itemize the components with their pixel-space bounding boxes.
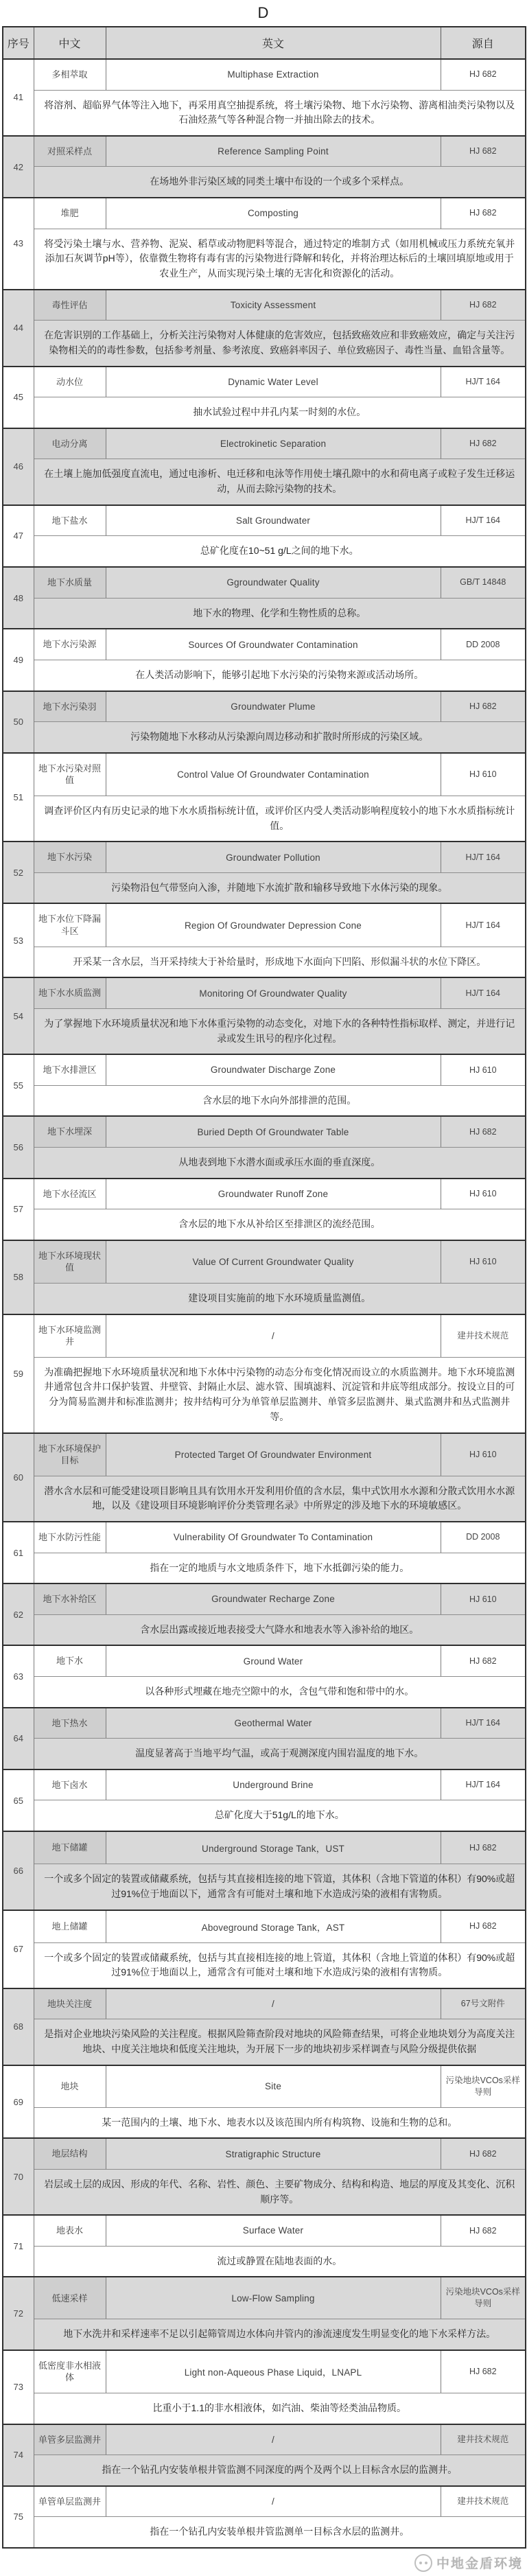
term-source-cell: HJ 682 [441, 2350, 526, 2393]
description-cell: 建设项目实施前的地下水环境质量监测值。 [34, 1283, 526, 1314]
entry-number-cell: 48 [3, 567, 34, 629]
term-english-cell: Low-Flow Sampling [106, 2277, 441, 2319]
entry-number-cell: 51 [3, 753, 34, 842]
entry-description-row [3, 2393, 526, 2424]
description-cell: 开采某一含水层，当开采持续大于补给量时，形成地下水面向下凹陷、形似漏斗状的水位下降区。 [34, 947, 526, 977]
entry-term-row [3, 2065, 526, 2107]
term-chinese-cell: 地下水环境监测井 [34, 1314, 106, 1358]
term-source-cell: DD 2008 [441, 629, 526, 660]
term-chinese-cell: 地下盐水 [34, 505, 106, 536]
entry-number-cell: 65 [3, 1769, 34, 1831]
entry-number-cell: 56 [3, 1116, 34, 1178]
description-cell: 抽水试验过程中井孔内某一时刻的水位。 [34, 397, 526, 428]
description-cell: 以各种形式埋藏在地壳空隙中的水，含包气带和饱和带中的水。 [34, 1677, 526, 1708]
term-source-cell: HJ 610 [441, 1240, 526, 1284]
entry-term-row [3, 2350, 526, 2393]
entry-term-row [3, 198, 526, 229]
term-english-cell: / [106, 1314, 441, 1358]
entry-number-cell: 42 [3, 136, 34, 198]
term-chinese-cell: 地下水径流区 [34, 1179, 106, 1209]
entry-description-row [3, 1357, 526, 1432]
entry-description-row [3, 321, 526, 367]
description-cell: 为了掌握地下水环境质量状况和地下水体重污染物的动态变化，对地下水的各种特性指标取样、测定，并进行记录或发生讯号的程序化过程。 [34, 1008, 526, 1054]
table-header-row [3, 27, 526, 59]
entry-term-row [3, 1583, 526, 1614]
description-cell: 污染物沿包气带竖向入渗，并随地下水流扩散和输移导致地下水体污染的现象。 [34, 872, 526, 903]
term-source-cell: HJ 682 [441, 691, 526, 722]
term-source-cell: HJ/T 164 [441, 367, 526, 397]
entry-term-row [3, 1433, 526, 1476]
entry-description-row [3, 2517, 526, 2548]
entry-term-row [3, 1314, 526, 1358]
term-source-cell: HJ 610 [441, 1433, 526, 1476]
term-chinese-cell: 低密度非水相液体 [34, 2350, 106, 2393]
term-english-cell: Region Of Groundwater Depression Cone [106, 903, 441, 947]
term-chinese-cell: 地下水补给区 [34, 1583, 106, 1614]
description-cell: 含水层的地下水从补给区至排泄区的流经范围。 [34, 1209, 526, 1240]
entry-term-row [3, 428, 526, 459]
description-cell: 温度显著高于当地平均气温，或高于观测深度内围岩温度的地下水。 [34, 1739, 526, 1769]
term-source-cell: HJ 682 [441, 1831, 526, 1864]
entry-term-row [3, 2486, 526, 2517]
entry-number-cell: 67 [3, 1910, 34, 1988]
description-cell: 一个或多个固定的装置或储藏系统，包括与其直接相连接的地下管道，其体积（含地下管道的体积）有90%或超过91%位于地面以下，通常含有可能对土壤和地下水造成污染的液相有害物质。 [34, 1864, 526, 1910]
entry-number-cell: 47 [3, 505, 34, 567]
entry-number-cell: 63 [3, 1645, 34, 1707]
entry-term-row [3, 367, 526, 397]
entry-term-row [3, 59, 526, 90]
term-chinese-cell: 电动分离 [34, 428, 106, 459]
description-cell: 流过或静置在陆地表面的水。 [34, 2246, 526, 2277]
description-cell: 总矿化度大于51g/L的地下水。 [34, 1800, 526, 1831]
entry-number-cell: 50 [3, 691, 34, 753]
glossary-table [2, 26, 526, 2549]
entry-term-row [3, 1708, 526, 1739]
term-chinese-cell: 地下水污染对照值 [34, 753, 106, 796]
watermark-logo-icon [414, 2554, 432, 2572]
term-english-cell: Stratigraphic Structure [106, 2138, 441, 2169]
header-chinese: 中文 [34, 27, 106, 59]
term-chinese-cell: 地下水污染羽 [34, 691, 106, 722]
description-cell: 在危害识别的工作基础上，分析关注污染物对人体健康的危害效应，包括致癌效应和非致癌效应，确定与关注污染物相关的的毒性参数，包括参考剂量、参考浓度、致癌斜率因子、单位致癌因子、毒性当量、血铅含量等。 [34, 321, 526, 367]
entry-number-cell: 54 [3, 977, 34, 1054]
entry-description-row [3, 2246, 526, 2277]
term-source-cell: HJ 682 [441, 290, 526, 321]
description-cell: 在场地外非污染区域的同类土壤中布设的一个或多个采样点。 [34, 167, 526, 198]
entry-description-row [3, 397, 526, 428]
term-chinese-cell: 地下水水质监测 [34, 977, 106, 1008]
term-english-cell: Groundwater Pollution [106, 842, 441, 872]
term-source-cell: HJ/T 164 [441, 842, 526, 872]
entry-term-row [3, 629, 526, 660]
term-source-cell: HJ 682 [441, 428, 526, 459]
term-chinese-cell: 地下卤水 [34, 1769, 106, 1800]
term-source-cell: HJ 682 [441, 59, 526, 90]
description-cell: 比重小于1.1的非水相液体，如汽油、柴油等烃类油品物质。 [34, 2393, 526, 2424]
entry-term-row [3, 567, 526, 598]
term-source-cell: 建井技术规范 [441, 2424, 526, 2455]
entry-description-row [3, 90, 526, 136]
description-cell: 调查评价区内有历史记录的地下水水质指标统计值，或评价区内受人类活动影响程度较小的地下水水质指标统计值。 [34, 796, 526, 842]
description-cell: 含水层出露或接近地表接受大气降水和地表水等入渗补给的地区。 [34, 1614, 526, 1645]
term-source-cell: HJ/T 164 [441, 505, 526, 536]
term-english-cell: Dynamic Water Level [106, 367, 441, 397]
entry-number-cell: 71 [3, 2215, 34, 2277]
term-source-cell: HJ 610 [441, 753, 526, 796]
description-cell: 为准确把握地下水环境质量状况和地下水体中污染物的动态分布变化情况而设立的水质监测井。地下水环境监测井通常包含井口保护装置、井壁管、封隔止水层、滤水管、围填滤料、沉淀管和井底等组成部分。按设立目的可分为简易监测井和标准监测井；按井结构可分为单管单层监测井、单管多层监测井、巢式监测井和丛式监测井等。 [34, 1357, 526, 1432]
term-source-cell: 67号文附件 [441, 1988, 526, 2019]
term-source-cell: HJ/T 164 [441, 1769, 526, 1800]
entry-number-cell: 66 [3, 1831, 34, 1910]
term-chinese-cell: 堆肥 [34, 198, 106, 229]
entry-description-row [3, 1147, 526, 1178]
entry-number-cell: 73 [3, 2350, 34, 2424]
entry-number-cell: 52 [3, 842, 34, 903]
term-english-cell: Monitoring Of Groundwater Quality [106, 977, 441, 1008]
entry-description-row [3, 796, 526, 842]
entry-description-row [3, 660, 526, 691]
entry-number-cell: 69 [3, 2065, 34, 2138]
term-source-cell: 建井技术规范 [441, 2486, 526, 2517]
entry-description-row [3, 2319, 526, 2350]
entry-term-row [3, 1179, 526, 1209]
term-source-cell: 建井技术规范 [441, 1314, 526, 1358]
term-chinese-cell: 毒性评估 [34, 290, 106, 321]
entry-number-cell: 64 [3, 1708, 34, 1769]
term-english-cell: Groundwater Runoff Zone [106, 1179, 441, 1209]
entry-number-cell: 44 [3, 290, 34, 367]
term-chinese-cell: 地块关注度 [34, 1988, 106, 2019]
page-title: D [257, 4, 270, 21]
term-chinese-cell: 多相萃取 [34, 59, 106, 90]
term-source-cell: 污染地块VCOs采样导则 [441, 2277, 526, 2319]
term-english-cell: Vulnerability Of Groundwater To Contamination [106, 1522, 441, 1553]
term-english-cell: Groundwater Recharge Zone [106, 1583, 441, 1614]
entry-number-cell: 49 [3, 629, 34, 691]
entry-description-row [3, 1864, 526, 1910]
term-source-cell: HJ/T 164 [441, 1708, 526, 1739]
entry-term-row [3, 505, 526, 536]
entry-term-row [3, 1522, 526, 1553]
entry-number-cell: 57 [3, 1179, 34, 1240]
entry-term-row [3, 2424, 526, 2455]
term-source-cell: 污染地块VCOs采样导则 [441, 2065, 526, 2107]
term-chinese-cell: 地下水质量 [34, 567, 106, 598]
entry-number-cell: 41 [3, 59, 34, 136]
watermark [414, 2553, 523, 2572]
term-source-cell: HJ 682 [441, 1645, 526, 1676]
entry-term-row [3, 1988, 526, 2019]
entry-number-cell: 62 [3, 1583, 34, 1645]
description-cell: 总矿化度在10~51 g/L之间的地下水。 [34, 536, 526, 567]
entry-description-row [3, 1209, 526, 1240]
term-source-cell: DD 2008 [441, 1522, 526, 1553]
description-cell: 指在一个钻孔内安装单根井管监测不同深度的两个及两个以上目标含水层的监测井。 [34, 2455, 526, 2486]
entry-description-row [3, 1942, 526, 1988]
term-english-cell: Ggroundwater Quality [106, 567, 441, 598]
entry-term-row [3, 903, 526, 947]
entry-term-row [3, 753, 526, 796]
entry-term-row [3, 691, 526, 722]
entry-term-row [3, 2215, 526, 2246]
entry-number-cell: 60 [3, 1433, 34, 1522]
entry-term-row [3, 2138, 526, 2169]
entry-number-cell: 55 [3, 1054, 34, 1116]
entry-term-row [3, 1910, 526, 1943]
entry-number-cell: 72 [3, 2277, 34, 2349]
term-chinese-cell: 地下水位下降漏斗区 [34, 903, 106, 947]
term-chinese-cell: 地下储罐 [34, 1831, 106, 1864]
term-source-cell: HJ 610 [441, 1583, 526, 1614]
entry-description-row [3, 872, 526, 903]
term-english-cell: Ground Water [106, 1645, 441, 1676]
entry-term-row [3, 1645, 526, 1676]
entry-number-cell: 74 [3, 2424, 34, 2486]
header-english: 英文 [106, 27, 441, 59]
term-english-cell: Reference Sampling Point [106, 136, 441, 167]
entry-description-row [3, 1614, 526, 1645]
term-english-cell: Surface Water [106, 2215, 441, 2246]
entry-description-row [3, 1283, 526, 1314]
term-source-cell: HJ 682 [441, 2138, 526, 2169]
term-source-cell: HJ 682 [441, 1116, 526, 1147]
term-english-cell: Sources Of Groundwater Contamination [106, 629, 441, 660]
term-english-cell: Toxicity Assessment [106, 290, 441, 321]
term-english-cell: Aboveground Storage Tank，AST [106, 1910, 441, 1943]
description-cell: 从地表到地下水潜水面或承压水面的垂直深度。 [34, 1147, 526, 1178]
term-source-cell: HJ 610 [441, 1179, 526, 1209]
entry-description-row [3, 536, 526, 567]
term-chinese-cell: 地块 [34, 2065, 106, 2107]
term-english-cell: / [106, 2424, 441, 2455]
entry-number-cell: 43 [3, 198, 34, 290]
entry-description-row [3, 1476, 526, 1522]
entry-number-cell: 75 [3, 2486, 34, 2548]
entry-description-row [3, 1739, 526, 1769]
term-english-cell: Geothermal Water [106, 1708, 441, 1739]
term-source-cell: HJ/T 164 [441, 977, 526, 1008]
description-cell: 地下水的物理、化学和生物性质的总称。 [34, 598, 526, 629]
term-english-cell: Site [106, 2065, 441, 2107]
entry-description-row [3, 1800, 526, 1831]
term-chinese-cell: 对照采样点 [34, 136, 106, 167]
entry-number-cell: 61 [3, 1522, 34, 1583]
term-english-cell: / [106, 2486, 441, 2517]
entry-description-row [3, 2169, 526, 2215]
term-english-cell: Protected Target Of Groundwater Environment [106, 1433, 441, 1476]
description-cell: 将受污染土壤与水、营养物、泥炭、稻草或动物肥料等混合，通过特定的堆制方式（如用机械或压力系统充氧并添加石灰调节pH等），依靠微生物将有毒有害的污染物进行降解和转化，并将治理达标后的土壤回填原地或用于农业生产，从而实现污染土壤的无害化和资源化的活动。 [34, 229, 526, 290]
term-source-cell: GB/T 14848 [441, 567, 526, 598]
entry-term-row [3, 1769, 526, 1800]
term-english-cell: Control Value Of Groundwater Contamination [106, 753, 441, 796]
entry-description-row [3, 2019, 526, 2065]
description-cell: 指在一个钻孔内安装单根井管监测单一目标含水层的监测井。 [34, 2517, 526, 2548]
description-cell: 在人类活动影响下，能够引起地下水污染的污染物来源或活动场所。 [34, 660, 526, 691]
term-source-cell: HJ/T 164 [441, 903, 526, 947]
entry-description-row [3, 1085, 526, 1116]
entry-description-row [3, 598, 526, 629]
entry-number-cell: 68 [3, 1988, 34, 2065]
entry-description-row [3, 229, 526, 290]
term-english-cell: Underground Brine [106, 1769, 441, 1800]
entry-term-row [3, 1240, 526, 1284]
term-english-cell: Value Of Current Groundwater Quality [106, 1240, 441, 1284]
description-cell: 将溶剂、超临界气体等注入地下，再采用真空抽提系统，将土壤污染物、地下水污染物、游离相油类污染物以及石油烃蒸气等各种混合物一并抽出除去的技术。 [34, 90, 526, 136]
term-source-cell: HJ 682 [441, 136, 526, 167]
term-english-cell: Buried Depth Of Groundwater Table [106, 1116, 441, 1147]
entry-description-row [3, 2455, 526, 2486]
entry-description-row [3, 947, 526, 977]
description-cell: 在土壤上施加低强度直流电，通过电渗析、电迁移和电泳等作用使土壤孔隙中的水和荷电离子或粒子发生迁移运动，从而去除污染物的技术。 [34, 459, 526, 505]
header-number: 序号 [3, 27, 34, 59]
term-chinese-cell: 地下水埋深 [34, 1116, 106, 1147]
term-source-cell: HJ 682 [441, 2215, 526, 2246]
term-english-cell: Salt Groundwater [106, 505, 441, 536]
term-chinese-cell: 低速采样 [34, 2277, 106, 2319]
term-source-cell: HJ 610 [441, 1054, 526, 1085]
description-cell: 指在一定的地质与水文地质条件下，地下水抵御污染的能力。 [34, 1553, 526, 1583]
term-chinese-cell: 地下水 [34, 1645, 106, 1676]
entry-term-row [3, 2277, 526, 2319]
term-source-cell: HJ 682 [441, 1910, 526, 1943]
entry-description-row [3, 722, 526, 753]
description-cell: 一个或多个固定的装置或储藏系统，包括与其直接相连接的地上管道，其体积（含地上管道的体积）有90%或超过91%位于地面以上，通常含有可能对土壤和地下水造成污染的液相有害物质。 [34, 1942, 526, 1988]
term-chinese-cell: 单管单层监测井 [34, 2486, 106, 2517]
description-cell: 岩层或土层的成因、形成的年代、名称、岩性、颜色、主要矿物成分、结构和构造、地层的厚度及其变化、沉积顺序等。 [34, 2169, 526, 2215]
term-english-cell: / [106, 1988, 441, 2019]
term-chinese-cell: 地下水环境保护目标 [34, 1433, 106, 1476]
term-chinese-cell: 地下水污染 [34, 842, 106, 872]
entry-description-row [3, 1008, 526, 1054]
term-chinese-cell: 地下水环境现状值 [34, 1240, 106, 1284]
term-chinese-cell: 地表水 [34, 2215, 106, 2246]
entry-number-cell: 59 [3, 1314, 34, 1433]
term-chinese-cell: 动水位 [34, 367, 106, 397]
entry-term-row [3, 842, 526, 872]
term-english-cell: Electrokinetic Separation [106, 428, 441, 459]
header-source: 源自 [441, 27, 526, 59]
term-chinese-cell: 地下热水 [34, 1708, 106, 1739]
description-cell: 地下水洗井和采样速率不足以引起筛管周边水体向井管内的渗流速度发生明显变化的地下水采样方法。 [34, 2319, 526, 2350]
entry-number-cell: 45 [3, 367, 34, 428]
term-english-cell: Composting [106, 198, 441, 229]
term-chinese-cell: 地上储罐 [34, 1910, 106, 1943]
entry-term-row [3, 290, 526, 321]
entry-description-row [3, 167, 526, 198]
term-english-cell: Multiphase Extraction [106, 59, 441, 90]
description-cell: 潜水含水层和可能受建设项目影响且具有饮用水开发利用价值的含水层，集中式饮用水水源和分散式饮用水水源地，以及《建设项目环境影响评价分类管理名录》中所界定的涉及地下水的环境敏感区。 [34, 1476, 526, 1522]
entry-description-row [3, 459, 526, 505]
entry-number-cell: 46 [3, 428, 34, 505]
description-cell: 是指对企业地块污染风险的关注程度。根据风险筛查阶段对地块的风险筛查结果，可将企业地块划分为高度关注地块、中度关注地块和低度关注地块，为开展下一步的地块初步采样调查与风险分级提供依据 [34, 2019, 526, 2065]
entry-description-row [3, 2107, 526, 2138]
entry-number-cell: 58 [3, 1240, 34, 1314]
term-chinese-cell: 地下水污染源 [34, 629, 106, 660]
term-english-cell: Groundwater Discharge Zone [106, 1054, 441, 1085]
description-cell: 含水层的地下水向外部排泄的范围。 [34, 1085, 526, 1116]
term-source-cell: HJ 682 [441, 198, 526, 229]
entry-number-cell: 53 [3, 903, 34, 977]
term-english-cell: Underground Storage Tank，UST [106, 1831, 441, 1864]
entry-number-cell: 70 [3, 2138, 34, 2215]
term-chinese-cell: 地下水排泄区 [34, 1054, 106, 1085]
entry-term-row [3, 136, 526, 167]
description-cell: 污染物随地下水移动从污染源向周边移动和扩散时所形成的污染区域。 [34, 722, 526, 753]
term-english-cell: Light non-Aqueous Phase Liquid，LNAPL [106, 2350, 441, 2393]
entry-term-row [3, 1831, 526, 1864]
entry-term-row [3, 1054, 526, 1085]
entry-term-row [3, 977, 526, 1008]
watermark-text: 中地金盾环境 [436, 2557, 523, 2572]
term-chinese-cell: 单管多层监测井 [34, 2424, 106, 2455]
entry-description-row [3, 1677, 526, 1708]
entry-description-row [3, 1553, 526, 1583]
entry-term-row [3, 1116, 526, 1147]
description-cell: 某一范围内的土壤、地下水、地表水以及该范围内所有构筑物、设施和生物的总和。 [34, 2107, 526, 2138]
term-english-cell: Groundwater Plume [106, 691, 441, 722]
term-chinese-cell: 地下水防污性能 [34, 1522, 106, 1553]
term-chinese-cell: 地层结构 [34, 2138, 106, 2169]
